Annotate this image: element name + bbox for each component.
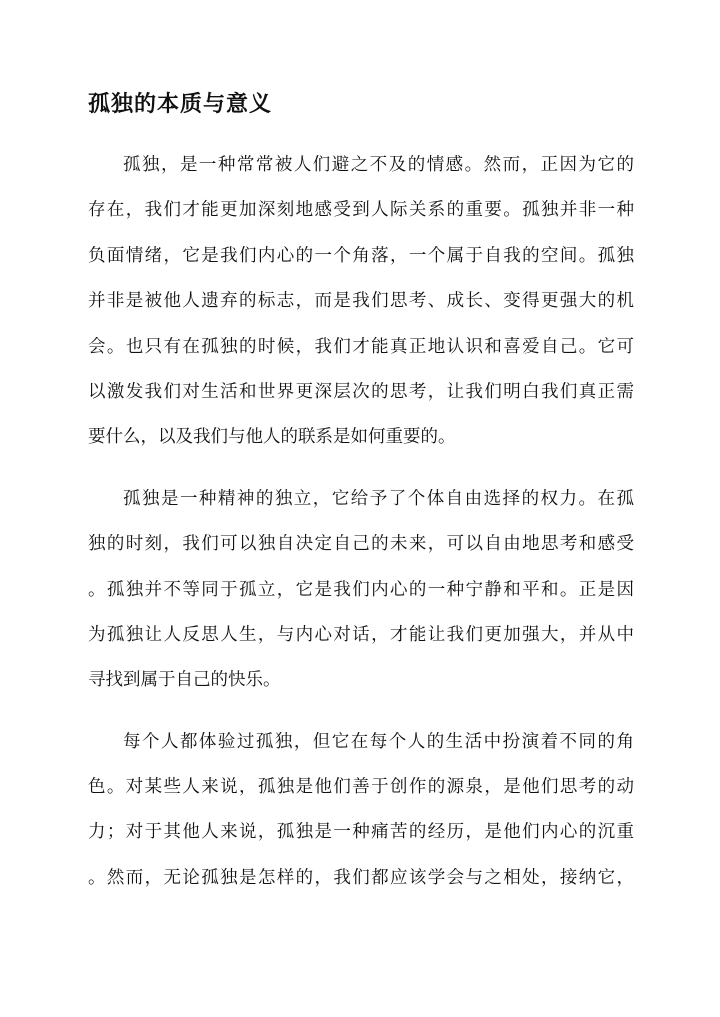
- paragraph-2: [88, 477, 634, 704]
- text-line: 负面情绪，它是我们内心的一个角落，一个属于自我的空间。孤独: [88, 245, 634, 266]
- text-line: 。然而，无论孤独是怎样的，我们都应该学会与之相处，接纳它，: [88, 867, 634, 888]
- text-line: 会。也只有在孤独的时候，我们才能真正地认识和喜爱自己。它可: [88, 336, 634, 357]
- paragraph-1: [88, 143, 634, 461]
- text-line: 色。对某些人来说，孤独是他们善于创作的源泉，是他们思考的动: [88, 777, 634, 798]
- text-line: 为孤独让人反思人生，与内心对话，才能让我们更加强大，并从中: [88, 624, 634, 645]
- text-line: 独的时刻，我们可以独自决定自己的未来，可以自由地思考和感受: [88, 534, 634, 555]
- text-line: 存在，我们才能更加深刻地感受到人际关系的重要。孤独并非一种: [88, 200, 634, 221]
- document-title: 孤独的本质与意义: [88, 91, 273, 117]
- paragraph-3: [88, 720, 634, 902]
- text-line: 寻找到属于自己的快乐。: [88, 670, 281, 691]
- text-line: 并非是被他人遗弃的标志，而是我们思考、成长、变得更强大的机: [88, 291, 634, 312]
- text-line: 以激发我们对生活和世界更深层次的思考，让我们明白我们真正需: [88, 381, 634, 402]
- text-line: 力；对于其他人来说，孤独是一种痛苦的经历，是他们内心的沉重: [88, 822, 634, 843]
- text-line: 孤独是一种精神的独立，它给予了个体自由选择的权力。在孤: [123, 488, 634, 509]
- text-line: 要什么，以及我们与他人的联系是如何重要的。: [88, 427, 456, 448]
- document-body: [88, 143, 634, 917]
- text-line: 孤独，是一种常常被人们避之不及的情感。然而，正因为它的: [123, 155, 634, 175]
- text-line: 。孤独并不等同于孤立，它是我们内心的一种宁静和平和。正是因: [88, 579, 634, 600]
- text-line: 每个人都体验过孤独，但它在每个人的生活中扮演着不同的角: [123, 731, 634, 752]
